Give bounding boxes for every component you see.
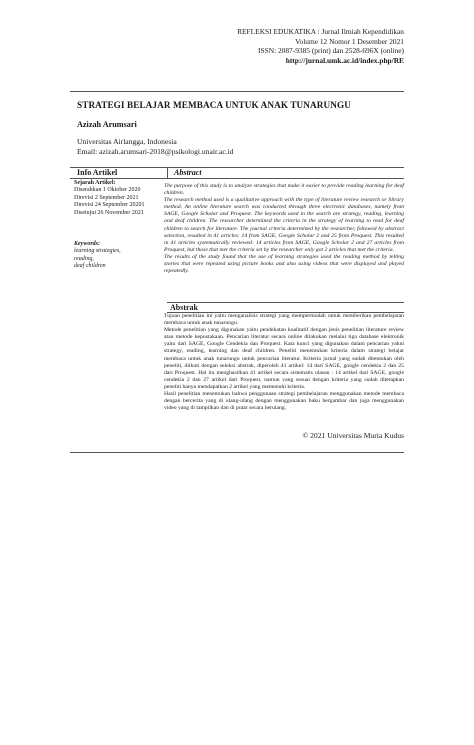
abstract-paragraph: The results of the study found that the use of learning strategies used the reading method by telling stories that were repeated using picture books and also using videos that were displayed and played repeatedly. xyxy=(164,253,404,275)
journal-issn: ISSN: 2087-9385 (print) dan 2528-696X (online) xyxy=(258,46,404,56)
affiliation-text: Universitas Airlangga, Indonesia xyxy=(77,137,177,146)
abstrak-paragraph: Metode penelitian yang digunakan yaitu pendekatan kualitatif dengan jenis penelitian literature review atau metode kepustakaan. Pencarian literatur secara online dilakukan melalui tiga database elektronik yaitu dari SAGE, Google Cendekia dan Proquest. Kata kunci yang digunakan dalam pencarian yakni strategy, reading, learning dan deaf children. Peneliti menentukan kriteria dalam strategi belajar membaca untuk anak tunarungu untuk pencarian literatur. Kriteria jurnal yang sudah ditentukan oleh peneliti, diikuti dengan seleksi abstrak, diperoleh 41 artikel: 14 dari SAGE, google cendekia 2 dan 25 dari Proquest. Hal itu menghasilkan 41 artikel secara sistematis ulasan : 14 artikel dari SAGE, google cendekia 2 dan 27 artikel dari Proquest, namun yang sesuai dengan kriteria yang sudah ditetapkan peneliti hanya mendapatkan 2 artikel yang memenuhi kriteria. xyxy=(164,327,404,390)
section-divider-bottom xyxy=(70,178,404,179)
abstrak-paragraph: Tujuan penelitian ini yaitu menganalisis strategi yang mempermudah untuk memberikan pembelajaran membaca untuk anak tunarungu. xyxy=(164,313,404,327)
info-heading: Info Artikel xyxy=(77,168,118,177)
author-email: Email: azizah.arumsari-2018@psikologi.unair.ac.id xyxy=(77,147,234,156)
copyright-notice: © 2021 Universitas Muria Kudus xyxy=(302,431,404,440)
author-name: Azizah Arumsari xyxy=(77,120,137,129)
article-title: STRATEGI BELAJAR MEMBACA UNTUK ANAK TUNARUNGU xyxy=(77,100,351,110)
abstrak-divider-top xyxy=(167,302,404,303)
abstract-english xyxy=(164,183,404,275)
history-accepted: Disetujui 26 November 2021 xyxy=(74,209,144,216)
journal-name: REFLEKSI EDUKATIKA : Jurnal Ilmiah Kependidikan xyxy=(237,27,404,36)
history-label: Sejarah Artikel: xyxy=(74,180,116,186)
abstract-indonesian xyxy=(164,313,404,412)
journal-url-link[interactable]: http://jurnal.umk.ac.id/index.php/RE xyxy=(285,55,404,65)
abstract-paragraph: The purpose of this study is to analyze strategies that make it easier to provide reading learning for deaf children. xyxy=(164,183,404,197)
abstract-paragraph: The research method used is a qualitative approach with the type of literature review research or library method. An online literature search was conducted through three electronic databases, namely from SAGE, Google Scholar and Proquest. The keywords used in the search are strategy, reading, learning and deaf children. The researcher determined the criteria in the strategy of learning to read for deaf children to search for literature. The journal criteria determined by the researcher, followed by abstract selection, resulted in 41 articles: 14 from SAGE, Google Scholar 2 and 25 from Proquest. This resulted in 41 articles systematically reviewed: 14 articles from SAGE, Google Scholar 2 and 27 articles from Proquest, but those that met the criteria set by the researcher only got 2 articles that met the criteria. xyxy=(164,197,404,253)
article-history xyxy=(74,180,160,217)
history-revised-1: Direvisi 2 September 2021 xyxy=(74,194,139,201)
keywords-block xyxy=(74,241,160,271)
history-revised-2: Direvisi 24 September 20201 xyxy=(74,202,145,209)
heading-column-divider xyxy=(167,167,168,178)
keyword-item: deaf children xyxy=(74,263,106,270)
abstrak-paragraph: Hasil penelitian menemukan bahwa penggunaan strategi pembelajaran menggunakan metode membaca dengan bercerita yang di ulang-ulang dengan menggunakan buku bergambar dan juga menggunakan video yang di tampilkan dan di putar secara berulang. xyxy=(164,391,404,412)
keyword-item: reading, xyxy=(74,255,94,262)
top-divider xyxy=(70,91,404,92)
keywords-label: Keywords: xyxy=(74,241,100,247)
keyword-item: learning strategies, xyxy=(74,248,121,255)
section-divider-top xyxy=(70,167,404,168)
abstrak-heading: Abstrak xyxy=(170,303,199,312)
abstract-heading: Abstract xyxy=(174,168,202,177)
journal-header xyxy=(144,27,404,65)
journal-volume: Volume 12 Nomor 1 Desember 2021 xyxy=(295,36,404,46)
bottom-divider xyxy=(70,452,404,453)
history-submitted: Diserahkan 1 Oktober 2020 xyxy=(74,187,141,194)
author-affiliation xyxy=(77,137,234,157)
